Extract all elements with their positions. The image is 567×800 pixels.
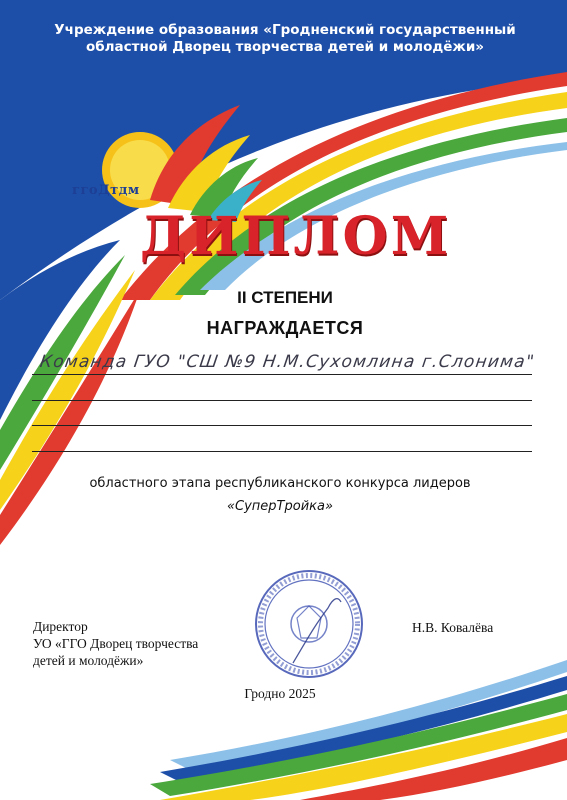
awarded-heading: НАГРАЖДАЕТСЯ bbox=[206, 318, 364, 338]
diploma-degree: II СТЕПЕНИ bbox=[237, 288, 333, 307]
contest-name: «СуперТройка» bbox=[227, 499, 333, 514]
header-line-1: Учреждение образования «Гродненский государственный bbox=[54, 22, 516, 38]
director-block bbox=[33, 618, 198, 669]
director-org-line-2: детей и молодёжи» bbox=[33, 653, 144, 668]
official-stamp bbox=[253, 568, 365, 680]
institution-header bbox=[30, 22, 540, 56]
header-line-2: областной Дворец творчества детей и молодёжи» bbox=[85, 39, 485, 55]
recipient-handwritten: Команда ГУО "СШ №9 Н.М.Сухомлина г.Слонима" bbox=[38, 352, 537, 372]
diploma-title: ДИПЛОМ bbox=[140, 206, 452, 267]
place-date: Гродно 2025 bbox=[244, 686, 316, 701]
blank-line bbox=[32, 400, 532, 401]
blank-line bbox=[32, 425, 532, 426]
director-title: Директор bbox=[33, 619, 88, 634]
blank-line bbox=[32, 451, 532, 452]
signer-name: Н.В. Ковалёва bbox=[412, 620, 494, 635]
logo-text: ггоДтдм bbox=[72, 183, 140, 198]
director-org-line-1: УО «ГГО Дворец творчества bbox=[33, 636, 199, 651]
contest-description: областного этапа республиканского конкурса лидеров bbox=[89, 476, 471, 491]
blank-line bbox=[32, 374, 532, 375]
